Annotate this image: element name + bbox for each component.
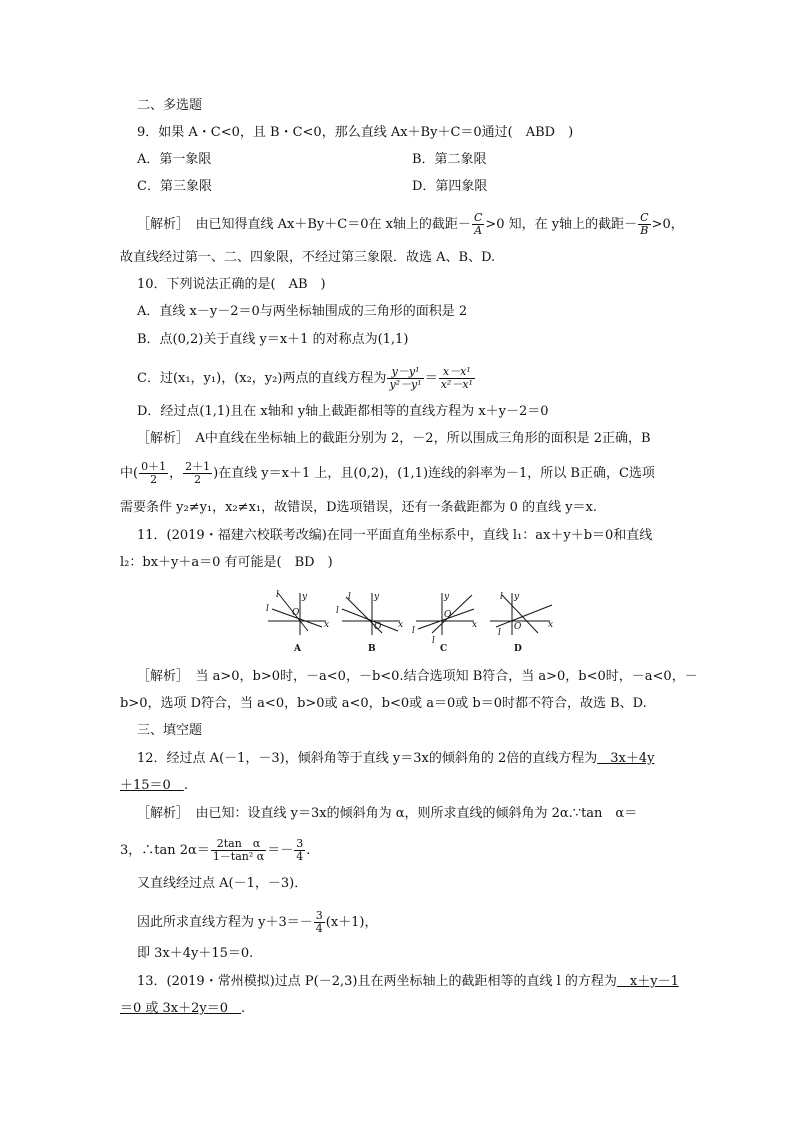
- question-13-stem-line1: 13．(2019・常州模拟)过点 P(－2,3)且在两坐标轴上的截距相等的直线 l 的方程为 x＋y－1: [137, 974, 679, 989]
- fraction-tan-double-angle: $\frac{\text{2tan α}}{\text{1－tan² α}}$: [212, 837, 265, 863]
- q10-option-d: D．经过点(1,1)且在 x轴和 y轴上截距都相等的直线方程为 x＋y－2＝0: [137, 404, 549, 419]
- q10-option-a: A．直线 x－y－2＝0与两坐标轴围成的三角形的面积是 2: [137, 304, 468, 319]
- q11-solution-line2: b>0，选项 D符合，当 a<0，b>0或 a<0，b<0或 a＝0或 b＝0时都不符合，故选 B、D.: [120, 696, 647, 711]
- q12-solution-line1: ［解析］ 由已知：设直线 y＝3x的倾斜角为 α，则所求直线的倾斜角为 2α.∵tan α＝: [137, 806, 638, 821]
- q12-answer-part2: ＋15＝0: [120, 778, 184, 793]
- question-11-stem-line1: 11．(2019・福建六校联考改编)在同一平面直角坐标系中，直线 l₁：ax＋y＋b＝0和直线: [137, 528, 653, 543]
- graph-label-d: D: [514, 644, 522, 653]
- q11-solution-line1: ［解析］ 当 a>0，b>0时，－a<0，－b<0.结合选项知 B符合，当 a>0，b<0时，－a<0，－: [137, 669, 698, 684]
- svg-text:l: l: [412, 626, 415, 636]
- q12-solution-line2: 3，∴tan 2α＝ $\frac{\text{2tan α}}{\text{1－tan² α}}$ ＝－ $\frac{3}{4}$ .: [120, 837, 311, 863]
- svg-text:x: x: [398, 620, 404, 630]
- question-13-stem-line2: ＝0 或 3x＋2y＝0 .: [120, 1001, 246, 1016]
- q9-solution-line1: ［解析］ 由已知得直线 Ax＋By＋C＝0在 x轴上的截距－ $\frac{C}{A}$ >0 知，在 y轴上的截距－ $\frac{C}{B}$ >0，: [137, 211, 684, 237]
- fraction-c-over-a: $\frac{C}{A}$: [473, 211, 483, 237]
- section-heading-multi-choice: 二、多选题: [137, 98, 203, 113]
- svg-text:O: O: [514, 622, 522, 632]
- fraction-midpoint-y: $\frac{2+1}{2}$: [185, 460, 211, 486]
- fraction-x-ratio: $\frac{\text{x－x¹}}{\text{x²－x¹}}$: [440, 365, 473, 391]
- svg-text:l: l: [276, 590, 279, 600]
- question-12-stem-line2: ＋15＝0 .: [120, 778, 188, 793]
- question-11-stem-line2: l₂：bx＋y＋a＝0 有可能是( BD ): [120, 555, 333, 570]
- q9-option-c: C．第三象限: [137, 179, 212, 194]
- q13-answer-part2: ＝0 或 3x＋2y＝0: [120, 1001, 242, 1016]
- svg-text:O: O: [444, 610, 452, 620]
- svg-text:y: y: [302, 592, 308, 602]
- graph-label-a: A: [294, 644, 301, 653]
- svg-text:x: x: [472, 620, 478, 630]
- q12-solution-line4: 因此所求直线方程为 y＋3＝－ $\frac{3}{4}$ (x＋1)，: [137, 909, 378, 935]
- svg-text:O: O: [292, 608, 300, 618]
- svg-text:y: y: [444, 592, 450, 602]
- graph-label-b: B: [368, 644, 376, 653]
- svg-text:l: l: [432, 636, 435, 646]
- q9-solution-line2: 故直线经过第一、二、四象限，不经过第三象限．故选 A、B、D.: [120, 250, 496, 265]
- svg-text:l: l: [498, 628, 501, 638]
- q10-option-b: B．点(0,2)关于直线 y＝x＋1 的对称点为(1,1): [137, 332, 409, 347]
- fraction-c-over-b: $\frac{C}{B}$: [640, 211, 649, 237]
- svg-text:l: l: [266, 604, 269, 614]
- q9-option-b: B．第二象限: [412, 152, 487, 167]
- svg-text:l: l: [336, 606, 339, 616]
- q10-solution-line2: 中( $\frac{0+1}{2}$ ， $\frac{2+1}{2}$ )在直线 y＝x＋1 上，且(0,2)，(1,1)连线的斜率为－1，所以 B正确，C选项: [120, 460, 655, 486]
- graph-label-c: C: [440, 644, 448, 653]
- q12-solution-line5: 即 3x＋4y＋15＝0.: [137, 946, 254, 961]
- fraction-slope: $\frac{3}{4}$: [315, 909, 323, 935]
- q10-solution-line1: ［解析］ A中直线在坐标轴上的截距分别为 2，－2，所以围成三角形的面积是 2正确，B: [137, 431, 651, 446]
- question-12-stem-line1: 12．经过点 A(－1，－3)，倾斜角等于直线 y＝3x的倾斜角的 2倍的直线方程为 3x＋4y: [137, 751, 655, 766]
- svg-text:y: y: [374, 592, 380, 602]
- svg-text:O: O: [374, 622, 382, 632]
- fraction-midpoint-x: $\frac{0+1}{2}$: [141, 460, 167, 486]
- q12-solution-line3: 又直线经过点 A(－1，－3)．: [137, 876, 308, 891]
- q10-option-c: C．过(x₁，y₁)，(x₂，y₂)两点的直线方程为 $\frac{\text{y－y¹}}{\text{y²－y¹}}$ ＝ $\frac{\text{x－x¹}}{\text{x²－x¹}}$: [137, 365, 473, 391]
- svg-text:x: x: [324, 620, 330, 630]
- q9-option-a: A．第一象限: [137, 152, 212, 167]
- q13-answer-part1: x＋y－1: [616, 974, 679, 989]
- section-heading-fill-in: 三、填空题: [137, 723, 203, 738]
- svg-text:y: y: [514, 592, 520, 602]
- svg-text:l: l: [500, 592, 503, 602]
- q12-answer-part1: 3x＋4y: [597, 751, 655, 766]
- svg-text:x: x: [548, 620, 554, 630]
- fraction-three-quarters: $\frac{3}{4}$: [296, 837, 304, 863]
- q9-option-d: D．第四象限: [412, 179, 488, 194]
- fraction-y-ratio: $\frac{\text{y－y¹}}{\text{y²－y¹}}$: [389, 365, 422, 391]
- question-9-stem: 9．如果 A・C<0，且 B・C<0，那么直线 Ax＋By＋C＝0通过( ABD ): [137, 125, 574, 140]
- svg-text:l: l: [348, 592, 351, 602]
- q11-option-graphs: [262, 587, 558, 653]
- q10-solution-line3: 需要条件 y₂≠y₁，x₂≠x₁，故错误，D选项错误，还有一条截距都为 0 的直线 y＝x.: [120, 500, 598, 515]
- question-10-stem: 10．下列说法正确的是( AB ): [137, 277, 326, 292]
